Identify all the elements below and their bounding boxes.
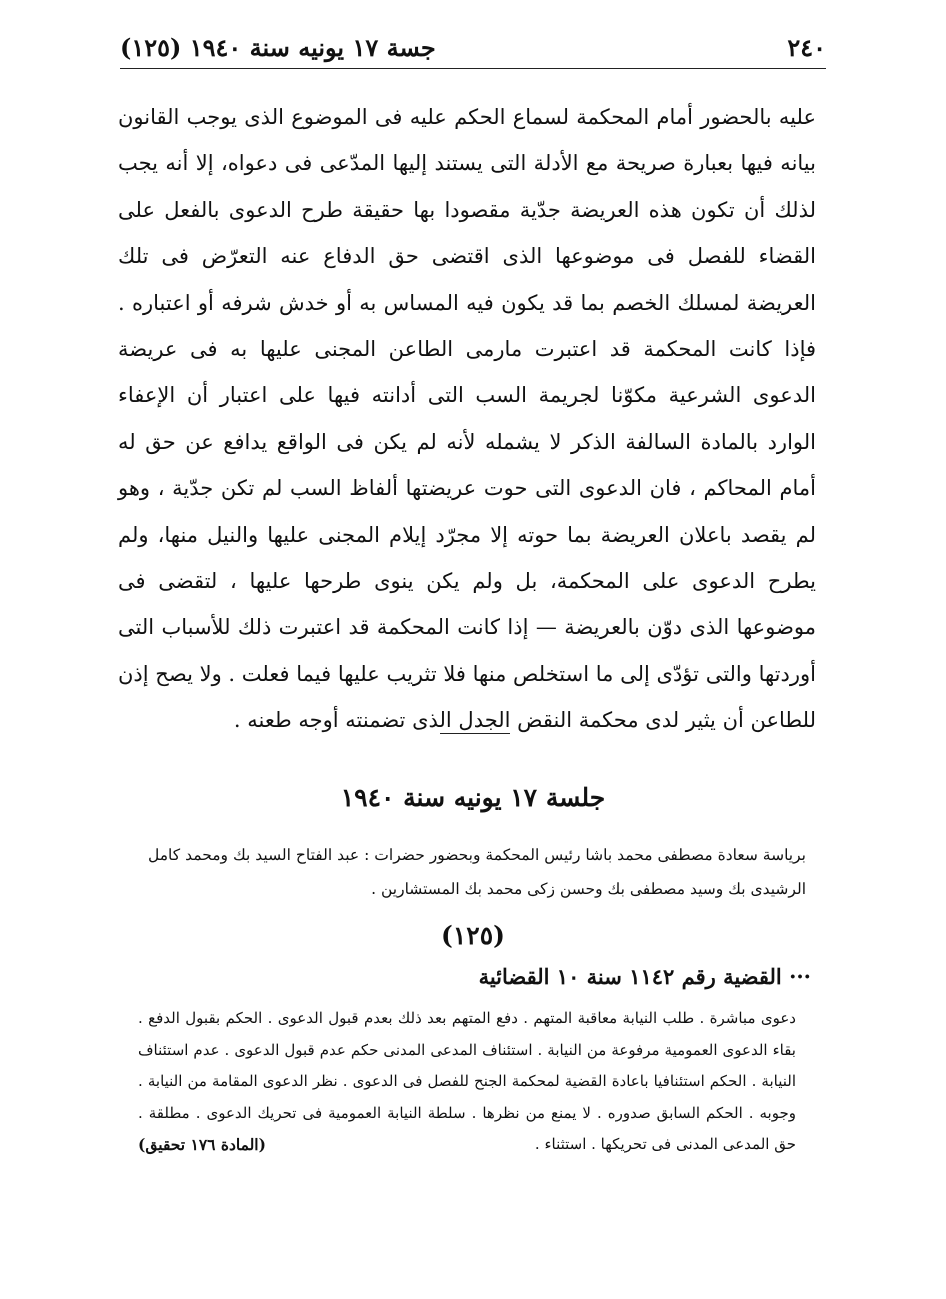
judgment-body (118, 94, 816, 744)
page-number: ٢٤٠ (787, 32, 826, 62)
page-header (120, 30, 826, 64)
case-number: (١٢٥) (441, 921, 505, 950)
article-reference: (المادة ١٧٦ تحقيق) (138, 1135, 266, 1154)
judgment-paragraph: عليه بالحضور أمام المحكمة لسماع الحكم عليه فى الموضوع الذى يوجب القانون بيانه فيها بعبارة صريحة مع الأدلة التى يستند إليها المدّعى فى دعواه، إلا أنه يجب لذلك أن تكون هذه العريضة جدّية مقصودا بها حقيقة طرح الدعوى بالفعل على القضاء للفصل فى موضوعها الذى اقتضى حق الدفاع عنه التعرّض فى تلك العريضة لمسلك الخصم بما قد يكون فيه المساس به أو خدش شرفه أو اعتباره . فإذا كانت المحكمة قد اعتبرت مارمى الطاعن المجنى عليها به فى عريضة الدعوى الشرعية مكوّنا لجريمة السب التى أدانته فيها على اعتبار أن الإعفاء الوارد بالمادة السالفة الذكر لا يشمله لأنه لم يكن فى الواقع يدافع عن حق له أمام المحاكم ، فان الدعوى التى حوت عريضتها ألفاظ السب لم تكن جدّية ، وهو لم يقصد باعلان العريضة بما حوته إلا مجرّد إيلام المجنى عليها والنيل منها، ولم يطرح الدعوى على المحكمة، بل ولم يكن ينوى طرحها عليها ، لتقضى فى موضوعها الذى دوّن بالعريضة — إذا كانت المحكمة قد اعتبرت ذلك للأسباب التى أوردتها والتى تؤدّى إلى ما استخلص منها فلا تثريب عليها فيما فعلت . ولا يصح إذن للطاعن أن يثير لدى محكمة النقض الجدل الذى تضمنته أوجه طعنه . (118, 105, 816, 733)
case-summary (138, 1003, 796, 1161)
running-title: جسة ١٧ يونيه سنة ١٩٤٠ (١٢٥) (120, 32, 436, 62)
session-title: جلسة ١٧ يونيه سنة ١٩٤٠ (340, 783, 606, 812)
case-title: ··· القضية رقم ١١٤٢ سنة ١٠ القضائية (478, 964, 811, 989)
section-separator (440, 733, 510, 734)
case-summary-text: دعوى مباشرة . طلب النيابة معاقبة المتهم . دفع المتهم بعد ذلك بعدم قبول الدعوى . الحكم بقبول الدفع . بقاء الدعوى العمومية مرفوعة من النيابة . استئناف المدعى المدنى حكم عدم قبول الدعوى . عدم استئناف النيابة . الحكم استئنافيا باعادة القضية لمحكمة الجنح للفصل فى الدعوى . نظر الدعوى المقامة من النيابة . وجوبه . الحكم السابق صدوره . لا يمنع من نظرها . سلطة النيابة العمومية فى تحريك الدعوى . مطلقة . حق المدعى المدنى فى تحريكها . استثناء . (138, 1009, 797, 1153)
header-rule (120, 68, 826, 69)
presidency-line: برياسة سعادة مصطفى محمد باشا رئيس المحكمة وبحضور حضرات : عبد الفتاح السيد بك ومحمد كامل الرشيدى بك وسيد مصطفى بك وحسن زكى محمد بك المستشارين . (148, 846, 806, 898)
